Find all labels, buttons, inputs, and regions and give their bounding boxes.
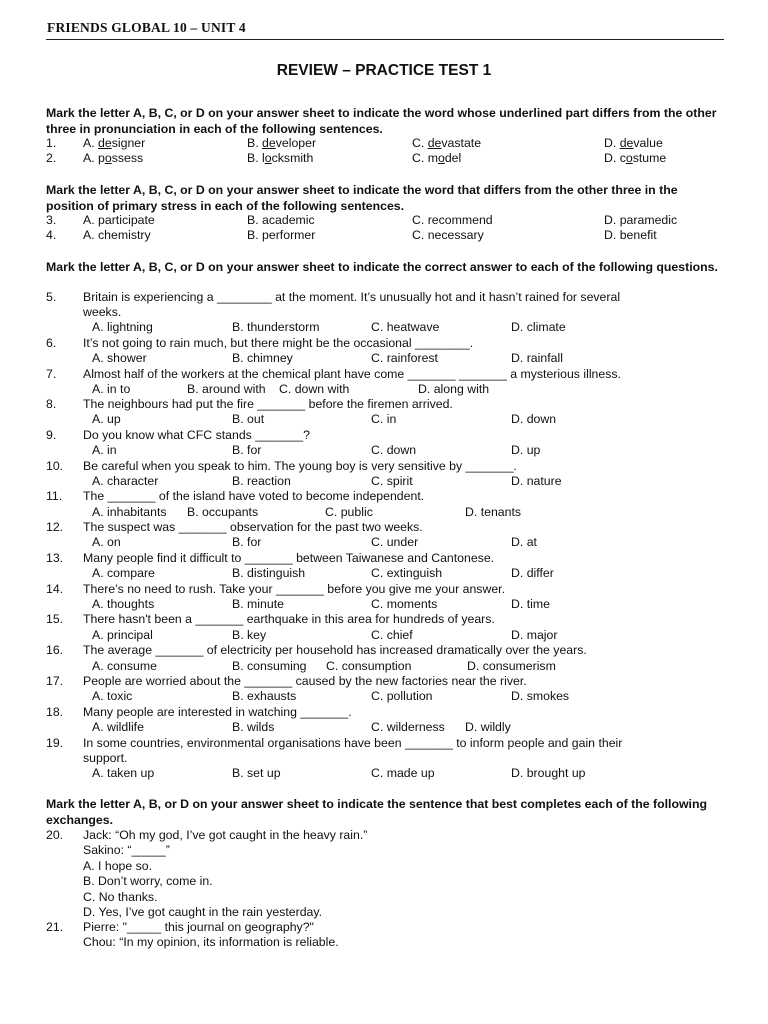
option-c: C. moments [371,597,438,611]
option-a: A. principal [92,628,153,642]
option-b: B. set up [232,766,281,780]
question-number: 21. [46,920,64,934]
option-b: B. around with [187,382,266,396]
option-d: D. wildly [465,720,511,734]
option-d: D. devalue [604,136,663,150]
option-c: C. down [371,443,417,457]
option-b: B. locksmith [247,151,314,165]
question-number: 20. [46,828,64,842]
question-number: 4. [46,228,57,242]
option-a: A. lightning [92,320,153,334]
question-stem: The _______ of the island have voted to become independent. [83,489,425,503]
option-a: A. shower [92,351,147,365]
header-text: FRIENDS GLOBAL 10 – UNIT 4 [47,20,246,35]
option-b: B. reaction [232,474,291,488]
option-b: B. Don’t worry, come in. [83,874,213,888]
option-a: A. in to [92,382,131,396]
option-c: C. made up [371,766,435,780]
instruction-questions: Mark the letter A, B, C, or D on your answer sheet to indicate the correct answer to each of the following questions. [46,260,718,274]
option-c: C. heatwave [371,320,440,334]
option-d: D. down [511,412,557,426]
option-d: D. brought up [511,766,586,780]
option-c: C. recommend [412,213,493,227]
option-a: A. character [92,474,159,488]
question-number: 8. [46,397,57,411]
dialogue-line: Pierre: "_____ this journal on geography?" [83,920,314,934]
option-b: B. thunderstorm [232,320,320,334]
option-d: D. Yes, I’ve got caught in the rain yesterday. [83,905,323,919]
option-a: A. possess [83,151,144,165]
question-number: 9. [46,428,57,442]
question-number: 6. [46,336,57,350]
option-c: C. pollution [371,689,433,703]
option-d: D. nature [511,474,562,488]
option-c: C. consumption [326,659,412,673]
option-a: A. I hope so. [83,859,153,873]
option-d: D. at [511,535,537,549]
option-d: D. up [511,443,541,457]
question-stem: Do you know what CFC stands _______? [83,428,310,442]
option-d: D. benefit [604,228,657,242]
question-stem: Britain is experiencing a ________ at the moment. It’s unusually hot and it hasn’t rained for several [83,290,621,304]
question-number: 19. [46,736,64,750]
option-b: B. consuming [232,659,307,673]
option-a: A. consume [92,659,157,673]
instruction-exchanges: Mark the letter A, B, or D on your answer sheet to indicate the sentence that best completes each of the following exchanges. [46,797,707,827]
option-c: C. extinguish [371,566,443,580]
question-stem: Many people are interested in watching _______. [83,705,352,719]
dialogue-line: Sakino: “_____” [83,843,170,857]
option-d: D. smokes [511,689,570,703]
question-stem: support. [83,751,128,765]
option-c: C. down with [279,382,350,396]
option-c: C. model [412,151,462,165]
option-a: A. in [92,443,117,457]
question-number: 1. [46,136,57,150]
option-c: C. devastate [412,136,482,150]
option-b: B. performer [247,228,316,242]
option-a: A. up [92,412,121,426]
question-stem: Be careful when you speak to him. The young boy is very sensitive by _______. [83,459,517,473]
option-d: D. tenants [465,505,522,519]
option-d: D. consumerism [467,659,556,673]
option-c: C. in [371,412,397,426]
option-a: A. compare [92,566,155,580]
option-a: A. wildlife [92,720,144,734]
option-b: B. for [232,443,262,457]
option-b: B. wilds [232,720,275,734]
option-a: A. on [92,535,121,549]
option-c: C. rainforest [371,351,438,365]
dialogue-line: Chou: “In my opinion, its information is reliable. [83,935,339,949]
question-stem: weeks. [83,305,122,319]
option-b: B. occupants [187,505,259,519]
question-number: 2. [46,151,57,165]
option-a: A. inhabitants [92,505,167,519]
option-c: C. public [325,505,373,519]
option-b: B. chimney [232,351,293,365]
option-d: D. major [511,628,558,642]
question-number: 7. [46,367,57,381]
option-d: D. time [511,597,550,611]
question-number: 17. [46,674,64,688]
option-c: C. chief [371,628,413,642]
question-stem: There’s no need to rush. Take your _______ before you give me your answer. [83,582,506,596]
page-header [46,19,724,40]
question-stem: Almost half of the workers at the chemical plant have come _______ _______ a mysterious illness. [83,367,621,381]
option-b: B. key [232,628,267,642]
option-c: C. wilderness [371,720,445,734]
question-number: 3. [46,213,57,227]
question-number: 12. [46,520,64,534]
option-c: C. No thanks. [83,890,158,904]
instruction-pronunciation: Mark the letter A, B, C, or D on your answer sheet to indicate the word whose underlined part differs from the other three in pronunciation in each of the following sentences. [46,106,717,136]
option-c: C. spirit [371,474,413,488]
option-a: A. chemistry [83,228,151,242]
question-stem: In some countries, environmental organisations have been _______ to inform people and gain their [83,736,623,750]
option-a: A. designer [83,136,146,150]
option-b: B. distinguish [232,566,306,580]
question-number: 16. [46,643,64,657]
question-stem: The suspect was _______ observation for the past two weeks. [83,520,423,534]
option-b: B. developer [247,136,317,150]
question-stem: People are worried about the _______ caused by the new factories near the river. [83,674,527,688]
question-number: 13. [46,551,64,565]
option-d: D. paramedic [604,213,678,227]
option-a: A. toxic [92,689,133,703]
option-d: D. rainfall [511,351,563,365]
question-number: 18. [46,705,64,719]
question-stem: It’s not going to rain much, but there might be the occasional ________. [83,336,474,350]
question-number: 5. [46,290,57,304]
option-d: D. along with [418,382,490,396]
page-title: REVIEW – PRACTICE TEST 1 [276,62,492,79]
question-number: 15. [46,612,64,626]
option-c: C. necessary [412,228,484,242]
question-stem: The average _______ of electricity per household has increased dramatically over the years. [83,643,587,657]
option-a: A. taken up [92,766,155,780]
option-a: A. participate [83,213,155,227]
instruction-stress: Mark the letter A, B, C, or D on your answer sheet to indicate the word that differs from the other three in the position of primary stress in each of the following sentences. [46,183,678,213]
question-number: 11. [46,489,63,503]
option-b: B. minute [232,597,284,611]
question-stem: The neighbours had put the fire _______ before the firemen arrived. [83,397,453,411]
option-a: A. thoughts [92,597,155,611]
question-stem: Many people find it difficult to _______ between Taiwanese and Cantonese. [83,551,495,565]
dialogue-line: Jack: “Oh my god, I’ve got caught in the heavy rain.” [83,828,368,842]
option-b: B. academic [247,213,315,227]
option-d: D. differ [511,566,554,580]
question-number: 14. [46,582,64,596]
option-d: D. climate [511,320,566,334]
option-b: B. for [232,535,262,549]
option-b: B. exhausts [232,689,297,703]
option-b: B. out [232,412,265,426]
option-d: D. costume [604,151,667,165]
option-c: C. under [371,535,419,549]
question-stem: There hasn't been a _______ earthquake in this area for hundreds of years. [83,612,495,626]
question-number: 10. [46,459,64,473]
